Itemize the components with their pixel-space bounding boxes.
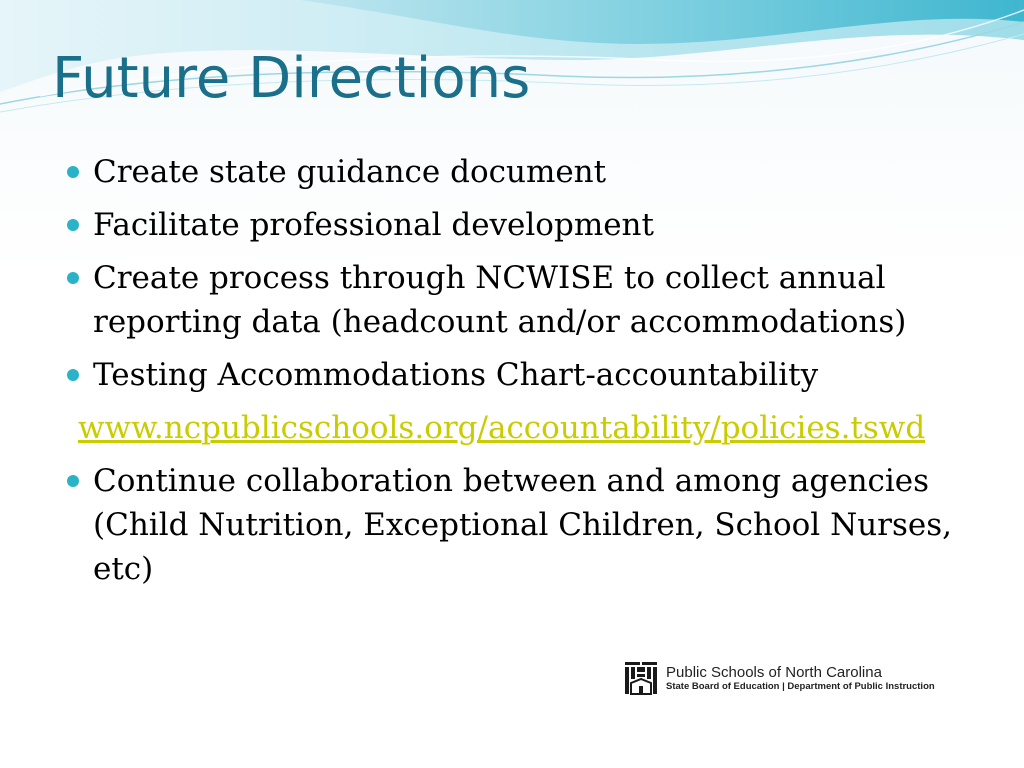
list-item <box>60 150 980 194</box>
bullet-icon <box>67 272 79 284</box>
list-item <box>60 256 980 344</box>
list-item <box>60 353 980 397</box>
bullet-text: Continue collaboration between and among agencies (Child Nutrition, Exceptional Children, School Nurses, etc) <box>93 463 952 587</box>
bullet-icon <box>67 166 79 178</box>
logo-text <box>666 664 935 693</box>
bullet-text: Create process through NCWISE to collect annual reporting data (headcount and/or accommodations) <box>93 260 907 340</box>
bullet-text: Facilitate professional development <box>93 207 654 243</box>
list-item <box>60 459 980 591</box>
bullet-icon <box>67 369 79 381</box>
bullet-list <box>60 150 980 600</box>
bullet-icon <box>67 475 79 487</box>
bullet-icon <box>67 219 79 231</box>
link-line <box>60 406 980 450</box>
slide-title: Future Directions <box>52 46 531 111</box>
dpi-logo <box>623 659 945 697</box>
list-item <box>60 203 980 247</box>
bullet-text: Create state guidance document <box>93 154 607 190</box>
bullet-text: Testing Accommodations Chart-accountability <box>93 357 819 393</box>
logo-org-name: Public Schools of North Carolina <box>666 663 882 681</box>
school-building-icon <box>623 659 659 697</box>
policy-link[interactable]: www.ncpublicschools.org/accountability/policies.tswd <box>78 410 926 446</box>
logo-org-subtitle: State Board of Education | Department of Public Instruction <box>666 680 935 692</box>
